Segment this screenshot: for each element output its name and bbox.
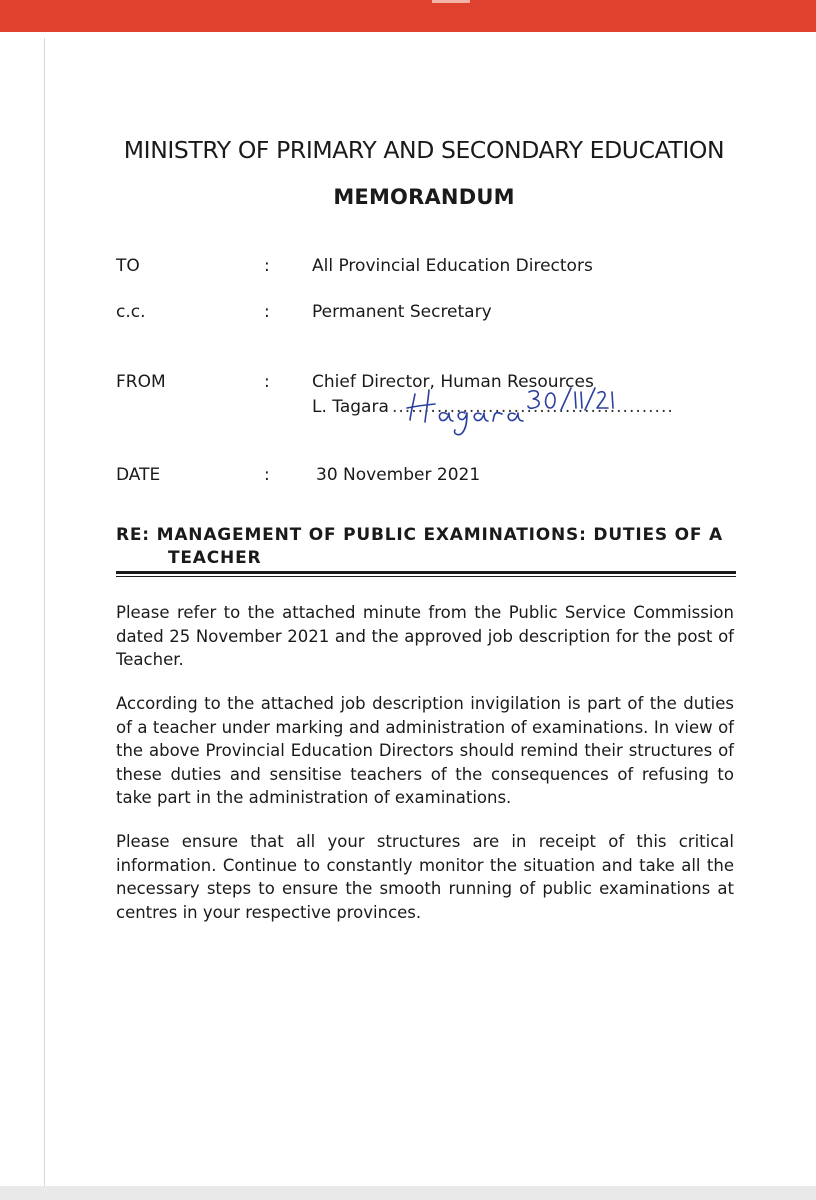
from-value: Chief Director, Human Resources bbox=[312, 372, 594, 392]
date-label: DATE bbox=[116, 465, 161, 485]
ministry-heading: MINISTRY OF PRIMARY AND SECONDARY EDUCATION bbox=[123, 136, 725, 164]
memorandum-title: MEMORANDUM bbox=[333, 185, 515, 209]
subject-rule-thin bbox=[116, 576, 736, 577]
signature-dotted-line: ............................................ bbox=[392, 397, 674, 417]
handwritten-signature bbox=[395, 380, 625, 440]
page-edge bbox=[44, 38, 45, 1188]
bottom-strip bbox=[0, 1186, 816, 1200]
cc-value: Permanent Secretary bbox=[312, 302, 492, 322]
subject-rule-thick bbox=[116, 571, 736, 574]
from-label: FROM bbox=[116, 372, 166, 392]
to-label: TO bbox=[116, 256, 140, 276]
cc-label: c.c. bbox=[116, 302, 146, 322]
body-paragraph-1: Please refer to the attached minute from the Public Service Commission dated 25 November 2021 and the approved job description for the post of Teacher. bbox=[116, 603, 734, 669]
date-colon: : bbox=[264, 465, 270, 485]
subject-line-1: RE: MANAGEMENT OF PUBLIC EXAMINATIONS: DUTIES OF A bbox=[116, 525, 723, 545]
top-bar bbox=[0, 0, 816, 32]
to-value: All Provincial Education Directors bbox=[312, 256, 593, 276]
subject-line-2: TEACHER bbox=[168, 548, 262, 568]
top-bar-highlight bbox=[432, 0, 470, 3]
body-paragraph-3: Please ensure that all your structures are in receipt of this critical information. Continue to constantly monitor the situation and take all the necessary steps to ensure the smooth running of public examinations at centres in your respective provinces. bbox=[116, 832, 734, 922]
date-value: 30 November 2021 bbox=[316, 465, 481, 485]
from-colon: : bbox=[264, 372, 270, 392]
signatory-name: L. Tagara bbox=[312, 397, 389, 417]
body-paragraph-2: According to the attached job description invigilation is part of the duties of a teacher under marking and administration of examinations. In view of the above Provincial Education Directors should remind their structures of these duties and sensitise teachers of the consequences of refusing to take part in the administration of examinations. bbox=[116, 694, 734, 807]
cc-colon: : bbox=[264, 302, 270, 322]
to-colon: : bbox=[264, 256, 270, 276]
